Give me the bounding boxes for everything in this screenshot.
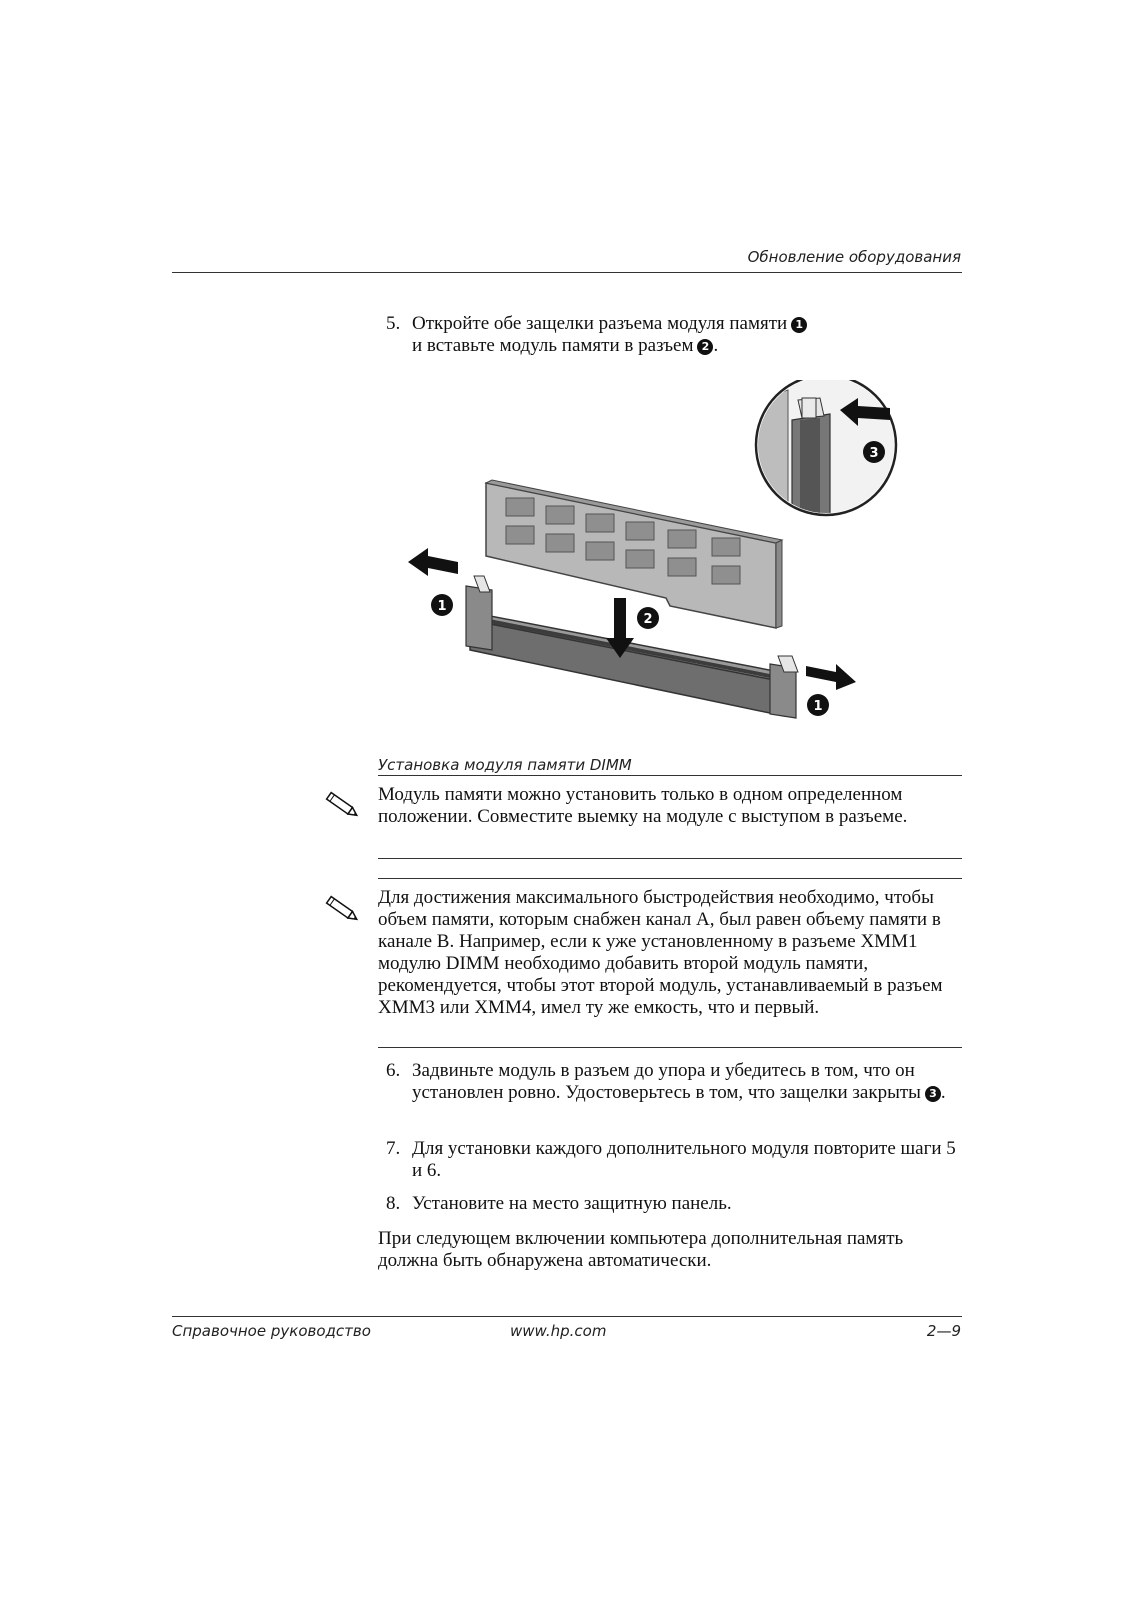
step-6: 6. Задвиньте модуль в разъем до упора и убедитесь в том, что он установлен ровно. Удостоверьтесь в том, что защелки закрыты 3 . <box>386 1060 946 1103</box>
footer-book-title: Справочное руководство <box>172 1322 371 1340</box>
pencil-note-icon <box>322 788 362 822</box>
arrow-open-right-icon <box>806 664 856 690</box>
callout-marker: 3 <box>925 1086 941 1102</box>
running-header: Обновление оборудования <box>747 248 961 266</box>
svg-text:2: 2 <box>643 612 653 627</box>
callout-marker: 2 <box>697 339 713 355</box>
note-rule-bottom <box>378 1047 962 1048</box>
footer-url: www.hp.com <box>510 1322 607 1340</box>
callout-3-icon: 3 <box>869 446 879 461</box>
step-text-line2: и вставьте модуль памяти в разъем <box>412 335 694 356</box>
step-5: 5. Откройте обе защелки разъема модуля памяти 1 и вставьте модуль памяти в разъем 2 . <box>386 313 956 357</box>
note-rule-top <box>378 878 962 879</box>
note-rule-top <box>378 775 962 776</box>
arrow-open-left-icon <box>408 548 458 576</box>
step-text: Для установки каждого дополнительного модуля повторите шаги 5 и 6. <box>412 1138 956 1181</box>
step-7 <box>386 1138 956 1182</box>
note-text: Модуль памяти можно установить только в одном определенном положении. Совместите выемку на модуле с выступом в разъеме. <box>378 784 908 827</box>
footer-rule <box>172 1316 962 1317</box>
memory-module-image <box>486 480 782 628</box>
svg-text:1: 1 <box>437 599 447 614</box>
callout-marker: 1 <box>791 317 807 333</box>
latch-detail-magnifier <box>756 380 896 520</box>
step-text: Задвиньте модуль в разъем до упора и убедитесь в том, что он установлен ровно. Удостоверьтесь в том, что защелки закрыты <box>412 1060 921 1103</box>
note-rule-bottom <box>378 858 962 859</box>
step-text: Установите на место защитную панель. <box>412 1193 732 1214</box>
step-number: 7. <box>386 1138 401 1159</box>
step-number: 6. <box>386 1060 401 1081</box>
callout-1-right-icon <box>807 694 829 716</box>
figure-caption: Установка модуля памяти DIMM <box>378 756 632 774</box>
step-number: 8. <box>386 1193 401 1214</box>
step-text-line1: Откройте обе защелки разъема модуля памяти <box>412 313 788 334</box>
dimm-installation-figure <box>400 380 920 750</box>
callout-1-left-icon <box>431 594 453 616</box>
svg-text:1: 1 <box>813 699 823 714</box>
header-rule <box>172 272 962 273</box>
footer-page-number: 2—9 <box>926 1322 961 1340</box>
step-number: 5. <box>386 313 401 334</box>
step-8 <box>386 1193 956 1215</box>
pencil-note-icon <box>322 892 362 926</box>
callout-2-icon <box>637 607 659 629</box>
closing-paragraph: При следующем включении компьютера дополнительная память должна быть обнаружена автоматически. <box>378 1228 904 1271</box>
note-text: Для достижения максимального быстродействия необходимо, чтобы объем памяти, которым снабжен канал А, был равен объему памяти в канале В. Например, если к уже установленному в разъеме XMM1 модулю DIMM необходимо добавить второй модуль памяти, рекомендуется, чтобы этот второй модуль, устанавливаемый в разъем XMM3 или XMM4, имел ту же емкость, что и первый. <box>378 887 943 1018</box>
